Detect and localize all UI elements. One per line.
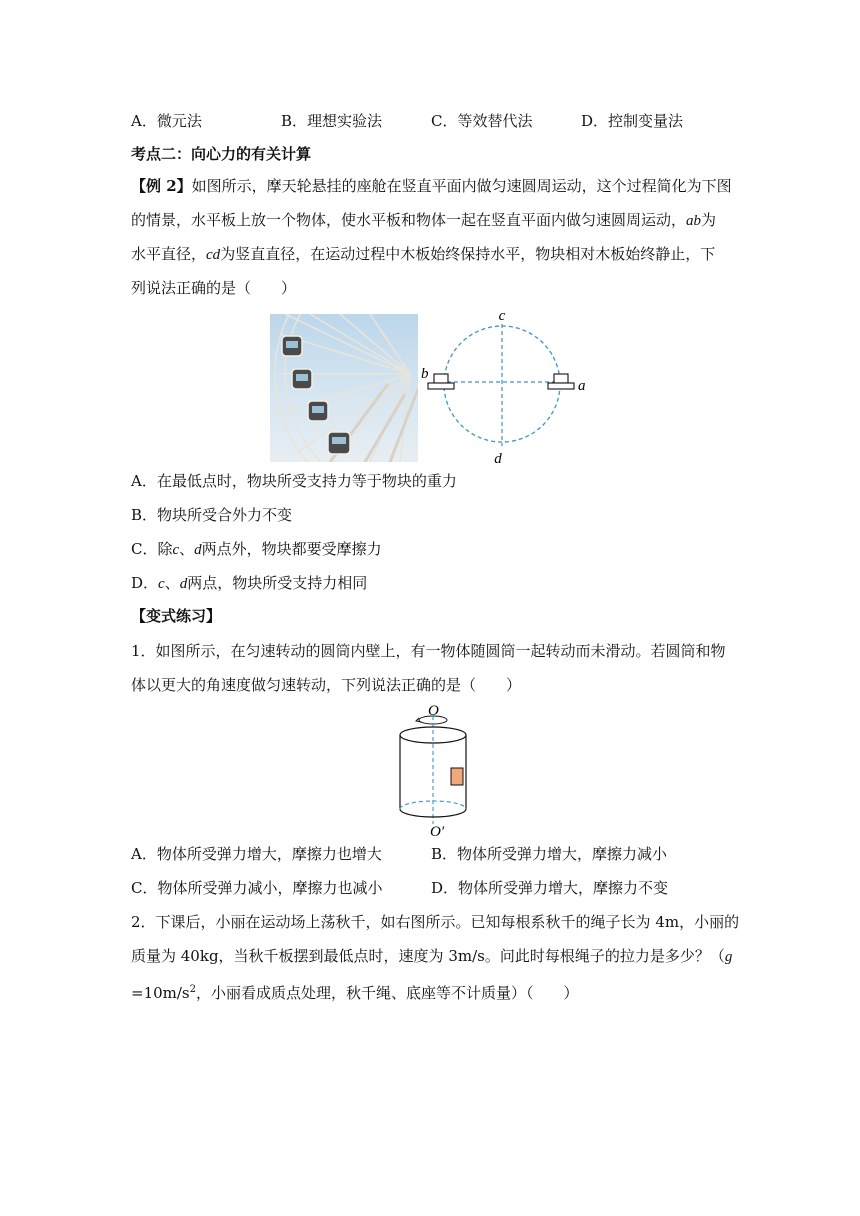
- q1-option-c: C．物体所受弹力减小，摩擦力也减小: [131, 879, 383, 897]
- section-title: 考点二：向心力的有关计算: [131, 145, 312, 163]
- q1-option-a: A．物体所受弹力增大，摩擦力也增大: [131, 845, 382, 863]
- block-a: [554, 374, 568, 383]
- board-a: [548, 383, 574, 389]
- q1-option-d: D．物体所受弹力增大，摩擦力不变: [431, 879, 669, 897]
- opt-c-pre: C．除: [131, 540, 173, 558]
- rotating-cylinder-diagram: [390, 700, 480, 840]
- ferris-wheel-photo: [270, 314, 418, 462]
- q1-line2: 体以更大的角速度做匀速转动，下列说法正确的是（ ）: [131, 676, 522, 694]
- ferris-wheel-illustration: [270, 314, 418, 462]
- prev-option-c: C．等效替代法: [431, 112, 533, 130]
- label-b: b: [421, 366, 429, 382]
- q2-line2: [131, 946, 732, 967]
- opt-c-v2: d: [194, 542, 202, 558]
- example2-text2-end: 为: [701, 211, 717, 229]
- example2-line3: [131, 244, 715, 265]
- circular-motion-diagram: [420, 306, 592, 470]
- object-block: [451, 768, 463, 785]
- example2-option-d: [131, 573, 367, 594]
- var-ab: ab: [686, 213, 702, 229]
- prev-option-d: D．控制变量法: [581, 112, 684, 130]
- example2-line1: [131, 176, 732, 196]
- var-cd: cd: [206, 247, 221, 263]
- var-g: g: [724, 949, 733, 965]
- opt-d-pre: D．: [131, 574, 159, 592]
- board-b: [428, 383, 454, 389]
- example2-text1: 如图所示，摩天轮悬挂的座舱在竖直平面内做匀速圆周运动，这个过程简化为下图: [191, 177, 732, 195]
- example2-option-a: A．在最低点时，物块所受支持力等于物块的重力: [131, 472, 457, 490]
- example-tag: 【例 2】: [131, 177, 192, 195]
- q2-line3: [131, 980, 579, 1003]
- opt-c-v1: c: [172, 542, 180, 558]
- label-axis-bottom: O′: [430, 824, 445, 840]
- q2-text3-pre: =10m/s: [131, 984, 190, 1002]
- q1-option-b: B．物体所受弹力增大，摩擦力减小: [431, 845, 668, 863]
- q2-text3-post: ，小丽看成质点处理，秋千绳、底座等不计质量）（ ）: [196, 984, 579, 1002]
- label-a: a: [578, 378, 586, 394]
- block-b: [434, 374, 448, 383]
- variant-title: 【变式练习】: [131, 607, 222, 625]
- q2-text3-sup: 2: [189, 984, 197, 995]
- prev-option-a: A．微元法: [131, 112, 202, 130]
- opt-c-post: 两点外，物块都要受摩擦力: [201, 540, 382, 558]
- example2-text2: 的情景，水平板上放一个物体，使水平板和物体一起在竖直平面内做匀速圆周运动，: [131, 211, 687, 229]
- example2-option-b: B．物块所受合外力不变: [131, 506, 293, 524]
- opt-d-post: 两点，物块所受支持力相同: [187, 574, 368, 592]
- example2-line2: [131, 210, 716, 231]
- example2-line4: 列说法正确的是（ ）: [131, 279, 297, 297]
- opt-d-mid: 、: [164, 574, 180, 592]
- q1-line1: 1．如图所示，在匀速转动的圆筒内壁上，有一物体随圆筒一起转动而未滑动。若圆筒和物: [131, 642, 726, 660]
- opt-c-mid: 、: [179, 540, 195, 558]
- example2-text3b: 为竖直直径，在运动过程中木板始终保持水平，物块相对木板始终静止，下: [220, 245, 716, 263]
- opt-d-v1: c: [158, 576, 165, 592]
- prev-option-b: B．理想实验法: [281, 112, 383, 130]
- q2-text2: 质量为 40kg，当秋千板摆到最低点时，速度为 3m/s。问此时每根绳子的拉力是多少？（: [131, 947, 725, 965]
- label-axis-top: O: [428, 703, 439, 719]
- label-c: c: [498, 308, 506, 324]
- label-d: d: [494, 451, 502, 467]
- opt-d-v2: d: [179, 576, 188, 592]
- q2-line1: 2．下课后，小丽在运动场上荡秋千，如右图所示。已知每根系秋千的绳子长为 4m，小丽的: [131, 913, 740, 931]
- example2-option-c: [131, 539, 382, 560]
- example2-text3a: 水平直径，: [131, 245, 207, 263]
